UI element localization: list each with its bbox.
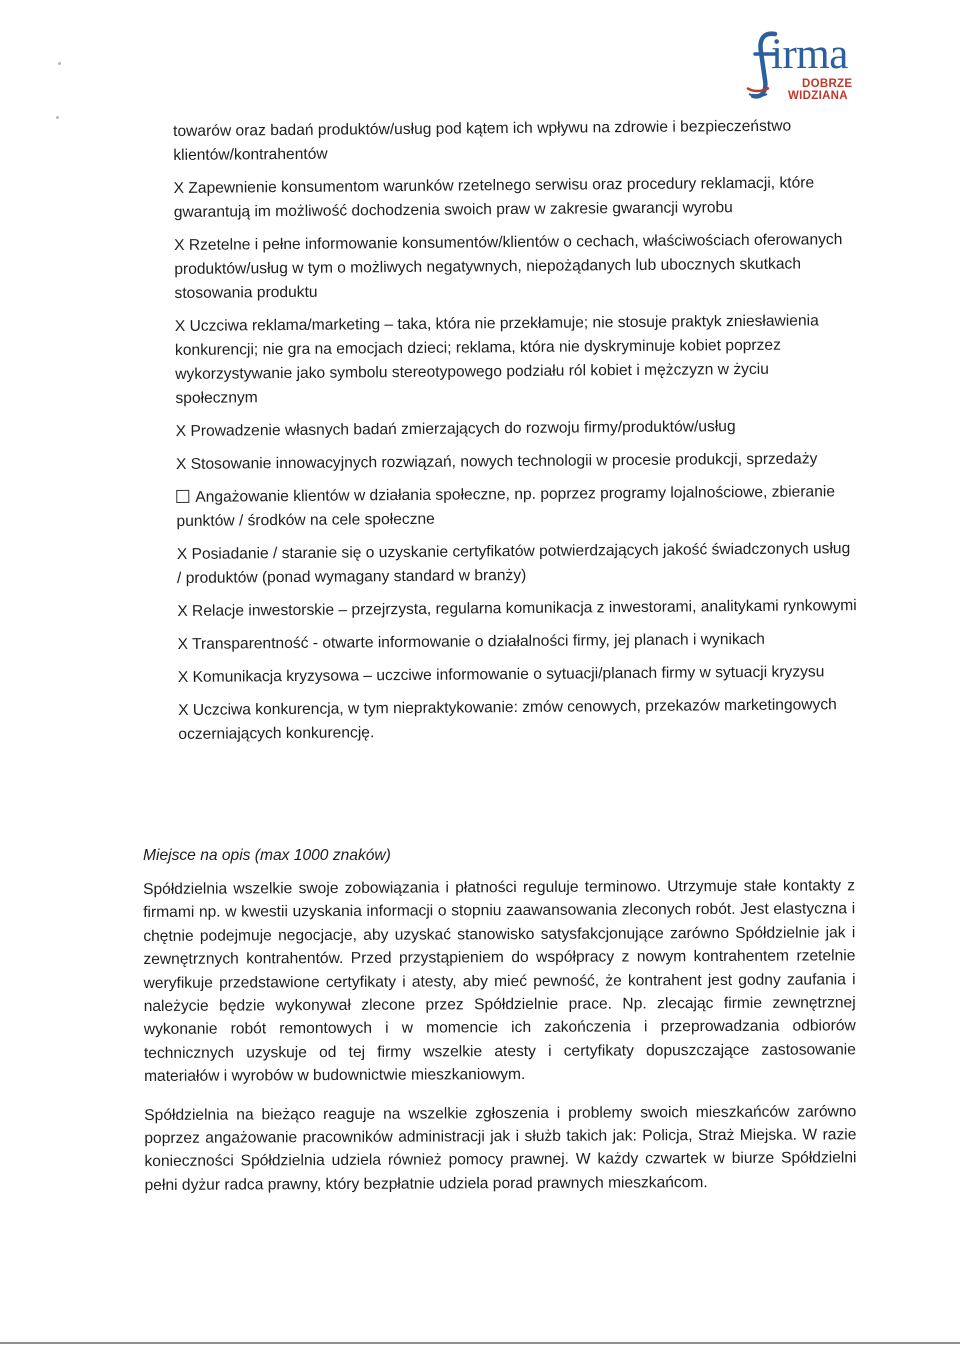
description-label: Miejsce na opis (max 1000 znaków) bbox=[143, 847, 391, 864]
scan-speck bbox=[56, 116, 59, 119]
checklist-item-unchecked bbox=[176, 480, 856, 534]
checklist-item: X Uczciwa reklama/marketing – taka, która nie przekłamuje; nie stosuje praktyk zniesławienia konkurencji; nie gra na emocjach dzieci; reklama, która nie dyskryminuje kobiet poprzez wykorzystywanie jako symbolu stereotypowego podziału ról kobiet i mężczyzn w życiu społecznym bbox=[174, 312, 819, 407]
checklist-item: X Zapewnienie konsumentom warunków rzetelnego serwisu oraz procedury reklamacji, które gwarantują im możliwość dochodzenia swoich praw w zakresie gwarancji wyrobu bbox=[173, 174, 815, 221]
logo-tagline-line1: DOBRZE bbox=[802, 78, 853, 90]
checklist-item: X Stosowanie innowacyjnych rozwiązań, nowych technologii w procesie produkcji, sprzedaży bbox=[175, 450, 818, 473]
checklist-item: X Prowadzenie własnych badań zmierzających do rozwoju firmy/produktów/usług bbox=[175, 418, 736, 440]
description-paragraph: Spółdzielnia wszelkie swoje zobowiązania i płatności reguluje terminowo. Utrzymuje stałe kontakty z firmami np. w kwestii uzyskania informacji o stopniu zaawansowania zleconych robót. Jest elastyczna i chętnie podejmuje negocjacje, aby uzyskać stanowisko satysfakcjonujące zarówno Spółdzielnie jak i zewnętrznych kontrahentów. Przed przystąpieniem do współpracy z nowym kontrahentem rzetelnie weryfikuje przedstawione certyfikaty i atesty, aby mieć pewność, że kontrahent jest godny zaufania i należycie będzie wykonywał zlecone przez Spółdzielnie prace. Np. zlecając firmie zewnętrznej wykonanie robót remontowych i w momencie ich zakończenia i przeprowadzania odbiorów technicznych uzyskuje od tej firmy wszelkie atesty i certyfikaty dopuszczające zastosowanie materiałów i wyrobów w budownictwie mieszkaniowym. bbox=[143, 877, 856, 1086]
description-paragraph: Spółdzielnia na bieżąco reaguje na wszelkie zgłoszenia i problemy swoich mieszkańców zarówno poprzez angażowanie pracowników administracji jak i służb takich jak: Policja, Straż Miejska. W razie konieczności Spółdzielnia udziela również pomocy prawnej. W każdy czwartek w biurze Spółdzielni pełni dyżur radca prawny, który bezpłatnie udziela porad prawnych mieszkańcom. bbox=[144, 1102, 857, 1194]
logo-wordmark: irma bbox=[771, 31, 848, 78]
scan-bottom-edge bbox=[0, 1342, 960, 1344]
checklist bbox=[173, 114, 859, 756]
scan-speck bbox=[58, 62, 61, 65]
checklist-item-text: Angażowanie klientów w działania społeczne, np. poprzez programy lojalnościowe, zbieranie punktów / środków na cele społeczne bbox=[176, 483, 836, 530]
checklist-item: X Transparentność - otwarte informowanie o działalności firmy, jej planach i wynikach bbox=[177, 630, 765, 653]
checklist-item: X Relacje inwestorskie – przejrzysta, regularna komunikacja z inwestorami, analitykami rynkowymi bbox=[177, 597, 857, 620]
checklist-item: X Posiadanie / staranie się o uzyskanie certyfikatów potwierdzających jakość świadczonych usług / produktów (ponad wymagany standard w branży) bbox=[176, 540, 851, 587]
company-logo bbox=[745, 28, 860, 106]
checklist-item: X Komunikacja kryzysowa – uczciwe informowanie o sytuacji/planach firmy w sytuacji kryzysu bbox=[177, 663, 825, 686]
empty-checkbox-icon bbox=[176, 490, 189, 503]
logo-tagline-line2: WIDZIANA bbox=[788, 90, 848, 102]
checklist-item: towarów oraz badań produktów/usług pod kątem ich wpływu na zdrowie i bezpieczeństwo klientów/kontrahentów bbox=[173, 117, 792, 164]
checklist-item: X Rzetelne i pełne informowanie konsumentów/klientów o cechach, właściwościach oferowanych produktów/usług w tym o możliwych negatywnych, niepożądanych lub ubocznych skutkach stosowania produktu bbox=[174, 231, 843, 302]
checklist-item: X Uczciwa konkurencja, w tym niepraktykowanie: zmów cenowych, przekazów marketingowych oczerniających konkurencję. bbox=[178, 696, 837, 743]
description-body bbox=[143, 874, 857, 1212]
